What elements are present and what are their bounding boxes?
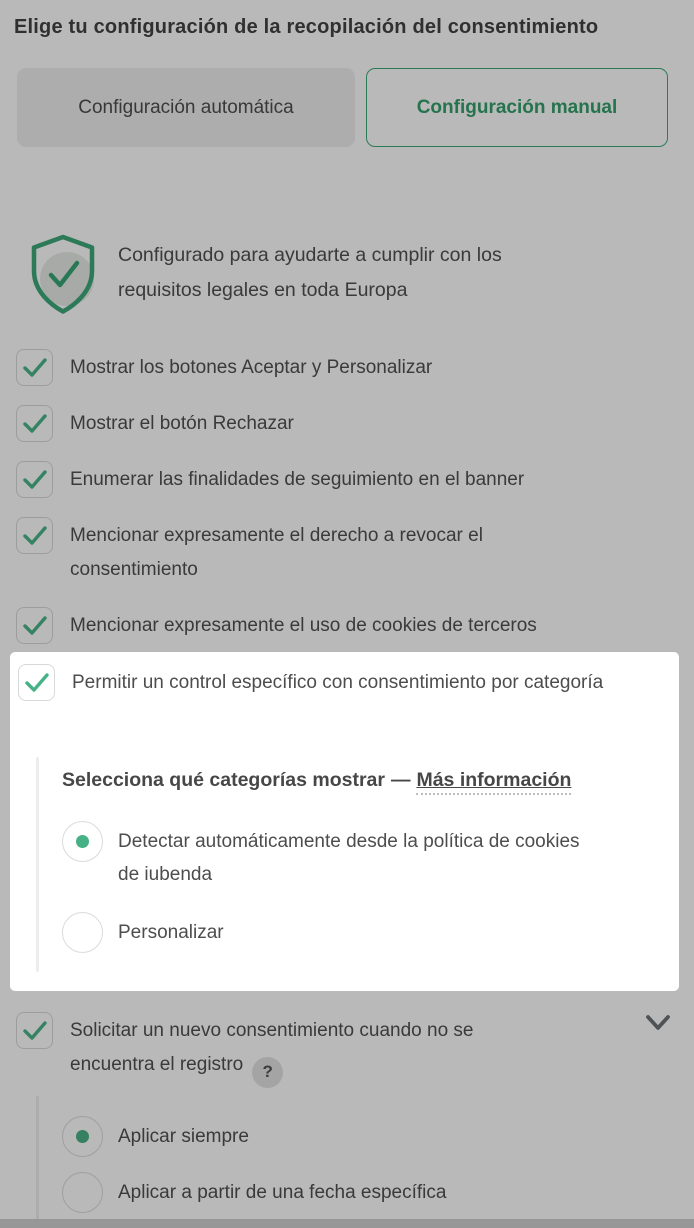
option-row-category-consent (18, 664, 678, 701)
tab-label: Configuración manual (416, 96, 618, 118)
radio-dot-icon (76, 1130, 89, 1143)
checkbox[interactable] (16, 607, 53, 644)
next-section-edge (0, 1219, 694, 1228)
checkbox[interactable] (16, 461, 53, 498)
radio-button[interactable] (62, 1116, 103, 1157)
help-icon[interactable]: ? (252, 1057, 283, 1088)
chevron-down-icon[interactable] (645, 1014, 671, 1037)
radio-button[interactable] (62, 1172, 103, 1213)
option-row (16, 517, 676, 587)
checkmark-icon (23, 470, 47, 490)
checkmark-icon (23, 1021, 47, 1041)
page-title: Elige tu configuración de la recopilación del consentimiento (14, 16, 599, 38)
checkmark-icon (23, 358, 47, 378)
radio-label[interactable]: Detectar automáticamente desde la política de cookies de iubenda (118, 831, 580, 885)
option-row-reconsent (16, 1012, 676, 1088)
tab-label: Configuración automática (78, 96, 294, 118)
checkmark-icon (23, 526, 47, 546)
compliance-note: Configurado para ayudarte a cumplir con los requisitos legales en toda Europa (118, 244, 502, 301)
tab-configuracion-automatica[interactable] (17, 68, 355, 147)
checkbox[interactable] (18, 664, 55, 701)
dash-separator: — (390, 769, 411, 791)
indent-guide-line (36, 1096, 39, 1222)
radio-row (62, 1172, 446, 1213)
category-heading-text: Selecciona qué categorías mostrar (62, 769, 385, 791)
option-label[interactable]: Mostrar el botón Rechazar (70, 413, 294, 434)
option-label[interactable]: Mencionar expresamente el derecho a revocar el consentimiento (70, 525, 483, 580)
radio-label[interactable]: Aplicar a partir de una fecha específica (118, 1182, 447, 1203)
option-label[interactable]: Enumerar las finalidades de seguimiento en el banner (70, 469, 525, 490)
option-row (16, 461, 676, 498)
option-label-text: Solicitar un nuevo consentimiento cuando no se encuentra el registro (70, 1020, 474, 1075)
option-label[interactable] (70, 1012, 530, 1088)
checkmark-icon (23, 616, 47, 636)
option-row (16, 405, 676, 442)
checkbox[interactable] (16, 517, 53, 554)
checkbox[interactable] (16, 405, 53, 442)
checkbox[interactable] (16, 349, 53, 386)
radio-dot-icon (76, 835, 89, 848)
radio-row (62, 821, 593, 891)
option-row (16, 607, 676, 644)
indent-guide-line (36, 757, 39, 972)
radio-row (62, 1116, 249, 1157)
option-label[interactable]: Mostrar los botones Aceptar y Personalizar (70, 357, 433, 378)
radio-button[interactable] (62, 912, 103, 953)
tab-configuracion-manual[interactable] (366, 68, 668, 147)
option-row (16, 349, 676, 386)
radio-row (62, 912, 224, 953)
shield-check-icon (25, 232, 101, 320)
checkmark-icon (25, 673, 49, 693)
more-info-link[interactable]: Más información (416, 769, 571, 795)
category-heading (62, 769, 662, 792)
option-label[interactable]: Mencionar expresamente el uso de cookies de terceros (70, 615, 537, 636)
option-label[interactable]: Permitir un control específico con consentimiento por categoría (72, 672, 604, 693)
radio-button[interactable] (62, 821, 103, 862)
checkmark-icon (23, 414, 47, 434)
checkbox[interactable] (16, 1012, 53, 1049)
radio-label[interactable]: Personalizar (118, 922, 224, 943)
radio-label[interactable]: Aplicar siempre (118, 1126, 249, 1147)
